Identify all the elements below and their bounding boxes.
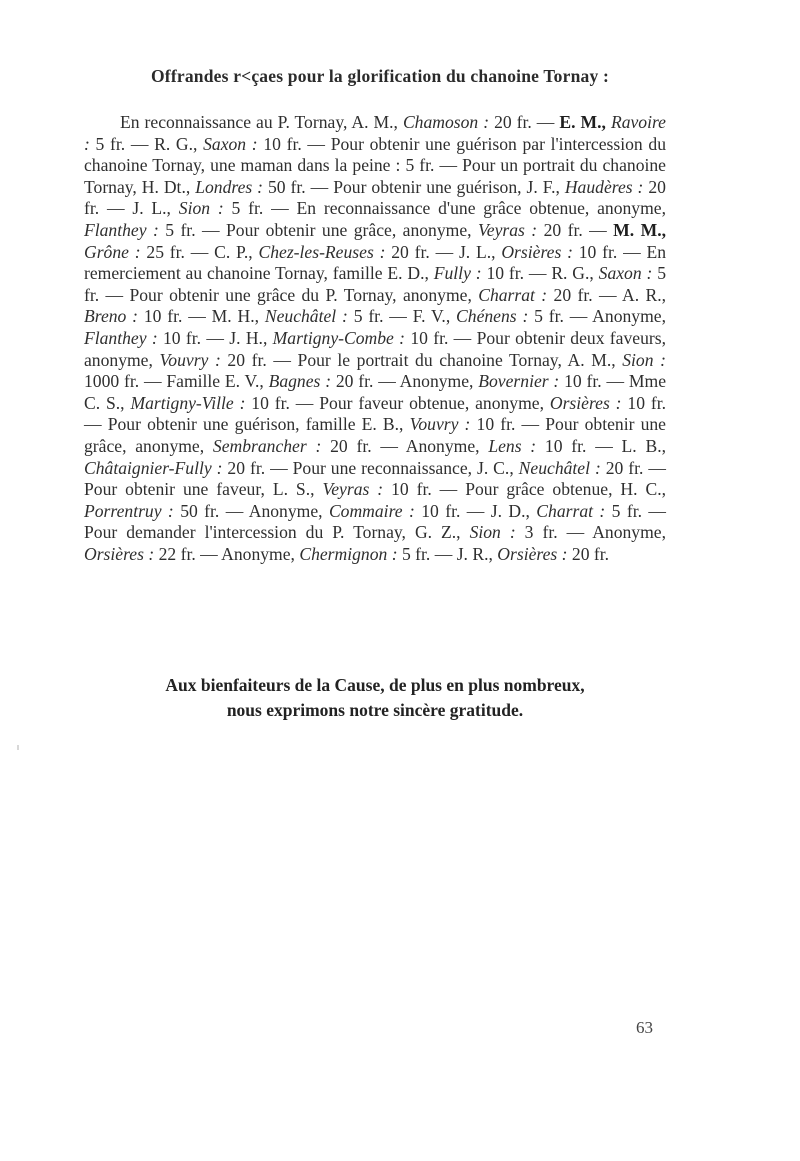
text-segment: 10 fr. — En remerciement au chanoine Tornay, famille E. D.,: [84, 241, 667, 284]
place-name: Ravoire :: [84, 112, 666, 154]
text-segment: 10 fr. — M. H.,: [138, 306, 265, 327]
place-name: Charrat :: [478, 284, 548, 305]
place-name: Flanthey :: [84, 327, 158, 348]
place-name: Vouvry :: [159, 349, 221, 370]
page-number: 63: [636, 1018, 653, 1037]
text-segment: En reconnaissance au P. Tornay, A. M.,: [120, 112, 403, 132]
place-name: Bovernier :: [478, 371, 560, 392]
place-name: Commaire :: [328, 500, 415, 521]
text-segment: 20 fr. — Pour obtenir une faveur, L. S.,: [84, 457, 666, 500]
place-name: Châtaignier-Fully :: [84, 457, 223, 478]
place-name: Grône :: [84, 241, 141, 262]
place-name: Neuchâtel :: [264, 306, 348, 327]
place-name: Sion :: [622, 349, 666, 370]
place-name: Lens :: [488, 435, 537, 456]
text-segment: 10 fr. — Pour grâce obtenue, H. C.,: [383, 479, 666, 500]
text-segment: 5 fr. — Pour obtenir une grâce, anonyme,: [158, 219, 478, 240]
place-name: Orsières :: [549, 392, 622, 413]
place-name: Londres :: [195, 176, 264, 197]
place-name: Flanthey :: [84, 219, 159, 240]
text-segment: 10 fr. — Pour obtenir une grâce, anonyme,: [84, 414, 666, 456]
text-segment: 20 fr. —: [537, 219, 614, 240]
text-segment: 20 fr. — Pour une reconnaissance, J. C.,: [222, 457, 519, 478]
text-segment: 5 fr. — F. V.,: [347, 306, 457, 327]
text-segment: 5 fr. — Pour demander l'intercession du P. Tornay, G. Z.,: [84, 500, 666, 543]
place-name: Neuchâtel :: [518, 457, 601, 478]
text-segment: 10 fr. — L. B.,: [536, 435, 666, 456]
place-name: Veyras :: [477, 219, 538, 240]
place-name: Haudères :: [564, 176, 644, 197]
text-segment: E. M.,: [559, 112, 611, 132]
place-name: Saxon :: [203, 133, 258, 154]
offerings-paragraph: [84, 112, 666, 565]
text-segment: 10 fr. — J. H.,: [157, 327, 273, 348]
text-segment: 5 fr. — Pour obtenir une grâce du P. Tornay, anonyme,: [84, 263, 667, 305]
closing-line-2: nous exprimons notre sincère gratitude.: [226, 700, 524, 720]
text-segment: 10 fr. — Pour obtenir une guérison par l'intercession du chanoine Tornay, une maman dans la peine : 5 fr. — Pour un portrait du chanoine Tornay, H. Dt.,: [84, 133, 666, 197]
text-segment: 20 fr. — Anonyme,: [321, 435, 489, 456]
place-name: Chamoson :: [402, 112, 490, 132]
text-segment: 10 fr. — Pour obtenir deux faveurs, anonyme,: [84, 327, 666, 370]
text-segment: 20 fr. — A. R.,: [547, 284, 666, 305]
place-name: Orsières :: [497, 543, 568, 564]
text-segment: 20 fr. — Anonyme,: [331, 371, 479, 392]
place-name: Vouvry :: [409, 414, 471, 435]
text-segment: 22 fr. — Anonyme,: [154, 543, 300, 564]
text-segment: 20 fr. — J. L.,: [84, 176, 666, 219]
text-segment: 10 fr. — J. D.,: [414, 500, 537, 521]
place-name: Breno :: [84, 306, 139, 327]
text-segment: 25 fr. — C. P.,: [140, 241, 259, 262]
text-segment: 20 fr. — Pour le portrait du chanoine Tornay, A. M.,: [220, 349, 623, 370]
text-segment: 10 fr. — Pour obtenir une guérison, famille E. B.,: [84, 392, 667, 435]
place-name: Sembrancher :: [212, 435, 322, 456]
text-segment: 10 fr. — Mme C. S.,: [84, 371, 667, 413]
margin-speck: [17, 745, 19, 750]
text-segment: 20 fr. —: [489, 112, 560, 132]
page-heading: Offrandes r<çaes pour la glorification du chanoine Tornay :: [151, 66, 609, 86]
closing-line-1: Aux bienfaiteurs de la Cause, de plus en plus nombreux,: [165, 675, 585, 695]
text-segment: 5 fr. — En reconnaissance d'une grâce obtenue, anonyme,: [223, 198, 666, 219]
place-name: Martigny-Combe :: [272, 327, 406, 348]
text-segment: 50 fr. — Pour obtenir une guérison, J. F.,: [263, 176, 565, 197]
place-name: Porrentruy :: [84, 500, 174, 521]
text-segment: 10 fr. — Pour faveur obtenue, anonyme,: [245, 392, 550, 413]
place-name: Sion :: [469, 522, 516, 543]
text-segment: 10 fr. — R. G.,: [481, 263, 599, 284]
closing-statement: [84, 673, 666, 723]
place-name: Orsières :: [84, 543, 155, 564]
text-segment: 5 fr. — Anonyme,: [528, 306, 666, 327]
text-segment: 1000 fr. — Famille E. V.,: [84, 371, 269, 392]
place-name: Saxon :: [598, 263, 653, 284]
place-name: Charrat :: [536, 500, 606, 521]
place-name: Bagnes :: [268, 371, 332, 392]
place-name: Chez-les-Reuses :: [258, 241, 386, 262]
place-name: Orsières :: [501, 241, 573, 262]
text-segment: 5 fr. — J. R.,: [397, 543, 498, 564]
place-name: Sion :: [178, 198, 224, 219]
text-segment: 20 fr.: [567, 543, 610, 564]
place-name: Chermignon :: [299, 543, 398, 564]
place-name: Fully :: [433, 263, 482, 284]
text-segment: 3 fr. — Anonyme,: [515, 522, 666, 543]
text-segment: 50 fr. — Anonyme,: [173, 500, 329, 521]
place-name: Veyras :: [322, 479, 384, 500]
text-segment: 20 fr. — J. L.,: [385, 241, 502, 262]
text-segment: 5 fr. — R. G.,: [89, 133, 204, 154]
text-segment: M. M.,: [613, 219, 666, 240]
place-name: Chénens :: [456, 306, 529, 327]
place-name: Martigny-Ville :: [130, 392, 246, 413]
